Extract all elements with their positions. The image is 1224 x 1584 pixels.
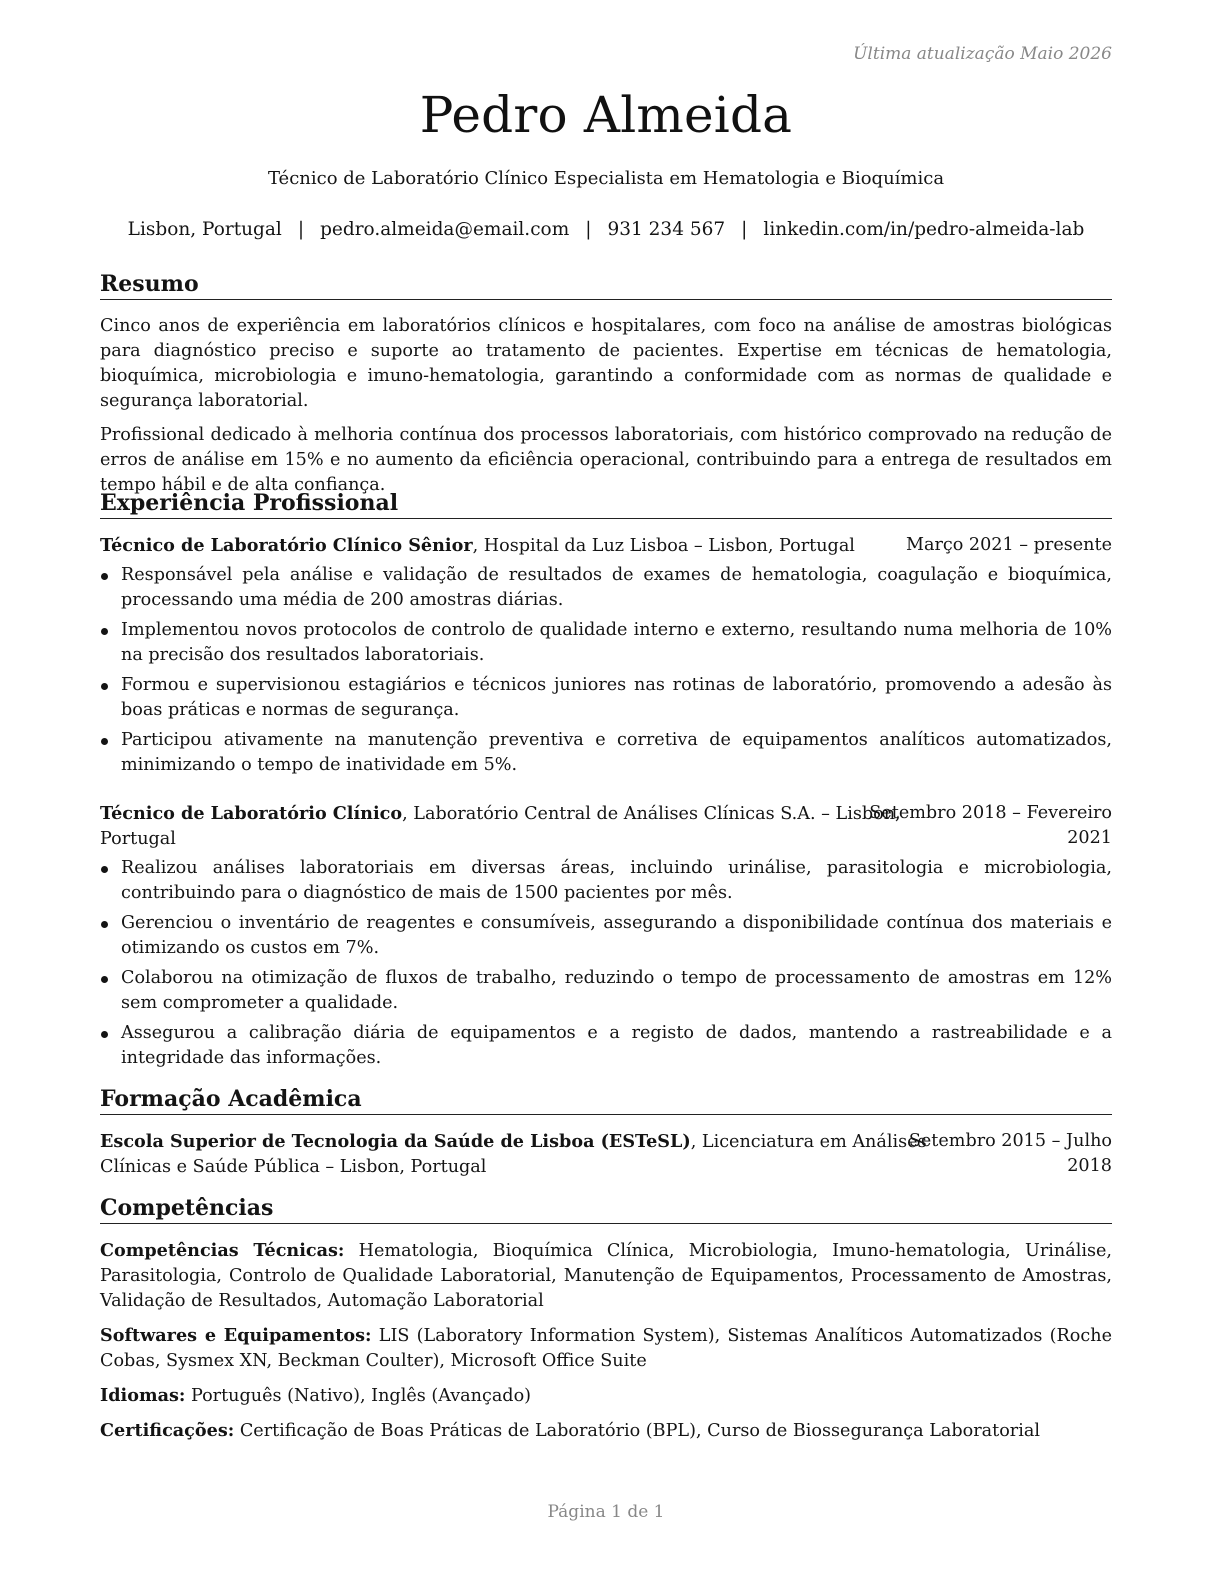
job-header xyxy=(100,801,1112,851)
education-degree-cont: Clínicas e Saúde Pública – Lisbon, Portugal xyxy=(100,1157,487,1177)
skill-text: Hematologia, Bioquímica Clínica, Microbiologia, Imuno-hematologia, Urinálise, Parasitologia, Controlo de Qualidade Laboratorial, Manutenção de Equipamentos, Processamento de Amostras, Validação de Resultados, Automação Laboratorial xyxy=(100,1241,1112,1311)
education-dates: Setembro 2015 – Julho xyxy=(908,1131,1112,1151)
job-bullets xyxy=(100,563,1112,783)
bullet-dot xyxy=(101,1031,108,1038)
summary-body xyxy=(100,314,1112,498)
skill-text: Certificação de Boas Práticas de Laboratório (BPL), Curso de Biossegurança Laboratorial xyxy=(234,1421,1040,1441)
job-organization-cont: Portugal xyxy=(100,829,176,849)
skill-label: Idiomas: xyxy=(100,1385,186,1406)
job-role: Técnico de Laboratório Clínico Sênior xyxy=(100,535,473,556)
section-title-skills: Competências xyxy=(100,1194,1112,1224)
skill-label: Certificações: xyxy=(100,1420,235,1441)
bullet-dot xyxy=(101,866,108,873)
job-bullets xyxy=(100,856,1112,1076)
list-item: Assegurou a calibração diária de equipamentos e a registo de dados, mantendo a rastreabilidade e a integridade das informações. xyxy=(100,1021,1112,1071)
bullet-dot xyxy=(101,573,108,580)
list-item: Gerenciou o inventário de reagentes e consumíveis, assegurando a disponibilidade contínua dos materiais e otimizando os custos em 7%. xyxy=(100,911,1112,961)
skill-group xyxy=(100,1238,1112,1314)
skill-group xyxy=(100,1323,1112,1374)
skill-group xyxy=(100,1383,1112,1409)
education-entry xyxy=(100,1129,1112,1179)
job-dates: Março 2021 – presente xyxy=(905,535,1112,555)
contact-email[interactable]: pedro.almeida@email.com xyxy=(320,219,570,240)
list-item: Responsável pela análise e validação de resultados de exames de hematologia, coagulação e bioquímica, processando uma média de 200 amostras diárias. xyxy=(100,563,1112,613)
bullet-dot xyxy=(101,738,108,745)
candidate-name: Pedro Almeida xyxy=(419,86,793,144)
contact-separator: | xyxy=(297,219,305,240)
contact-separator: | xyxy=(585,219,592,240)
last-updated: Última atualização Maio 2026 xyxy=(853,44,1112,64)
skill-label: Competências Técnicas: xyxy=(100,1240,345,1261)
contact-linkedin[interactable]: linkedin.com/in/pedro-almeida-lab xyxy=(763,219,1085,240)
contact-separator: | xyxy=(741,219,748,240)
skill-group xyxy=(100,1418,1112,1444)
page-number: Página 1 de 1 xyxy=(547,1502,665,1522)
job-dates-cont: 2021 xyxy=(1067,828,1112,848)
list-item: Colaborou na otimização de fluxos de trabalho, reduzindo o tempo de processamento de amostras em 12% sem comprometer a qualidade. xyxy=(100,966,1112,1016)
summary-paragraph: Profissional dedicado à melhoria contínua dos processos laboratoriais, com histórico comprovado na redução de erros de análise em 15% e no aumento da eficiência operacional, contribuindo para a entrega de resultados em tempo hábil e de alta confiança. xyxy=(100,425,1112,495)
section-title-experience: Experiência Profissional xyxy=(100,489,1112,519)
contact-location: Lisbon, Portugal xyxy=(127,219,282,240)
job-organization: , Laboratório Central de Análises Clínicas S.A. – Lisbon, xyxy=(402,804,901,824)
skill-text: LIS (Laboratory Information System), Sistemas Analíticos Automatizados (Roche Cobas, Sysmex XN, Beckman Coulter), Microsoft Office Suite xyxy=(100,1326,1112,1371)
list-item: Implementou novos protocolos de controlo de qualidade interno e externo, resultando numa melhoria de 10% na precisão dos resultados laboratoriais. xyxy=(100,618,1112,668)
list-item: Formou e supervisionou estagiários e técnicos juniores nas rotinas de laboratório, promovendo a adesão às boas práticas e normas de segurança. xyxy=(100,673,1112,723)
section-title-summary: Resumo xyxy=(100,270,1112,300)
bullet-dot xyxy=(101,921,108,928)
skill-text: Português (Nativo), Inglês (Avançado) xyxy=(185,1386,532,1406)
skills-body xyxy=(100,1238,1112,1444)
job-dates: Setembro 2018 – Fevereiro xyxy=(869,803,1112,823)
candidate-headline: Técnico de Laboratório Clínico Especialista em Hematologia e Bioquímica xyxy=(267,168,945,189)
skill-label: Softwares e Equipamentos: xyxy=(100,1325,372,1346)
job-role: Técnico de Laboratório Clínico xyxy=(100,803,403,824)
contact-line xyxy=(100,219,1112,240)
contact-phone[interactable]: 931 234 567 xyxy=(607,219,726,240)
job-organization: , Hospital da Luz Lisboa – Lisbon, Portugal xyxy=(472,536,855,556)
bullet-dot xyxy=(101,628,108,635)
education-degree: , Licenciatura em Análises xyxy=(690,1132,927,1152)
bullet-dot xyxy=(101,976,108,983)
job-header xyxy=(100,533,1112,558)
education-dates-cont: 2018 xyxy=(1067,1156,1112,1176)
education-school: Escola Superior de Tecnologia da Saúde de Lisboa (ESTeSL) xyxy=(100,1131,691,1152)
summary-paragraph: Cinco anos de experiência em laboratórios clínicos e hospitalares, com foco na análise de amostras biológicas para diagnóstico preciso e suporte ao tratamento de pacientes. Expertise em técnicas de hematologia, bioquímica, microbiologia e imuno-hematologia, garantindo a conformidade com as normas de qualidade e segurança laboratorial. xyxy=(100,316,1112,411)
bullet-dot xyxy=(101,683,108,690)
list-item: Participou ativamente na manutenção preventiva e corretiva de equipamentos analíticos automatizados, minimizando o tempo de inatividade em 5%. xyxy=(100,728,1112,778)
section-title-education: Formação Acadêmica xyxy=(100,1085,1112,1115)
list-item: Realizou análises laboratoriais em diversas áreas, incluindo urinálise, parasitologia e microbiologia, contribuindo para o diagnóstico de mais de 1500 pacientes por mês. xyxy=(100,856,1112,906)
